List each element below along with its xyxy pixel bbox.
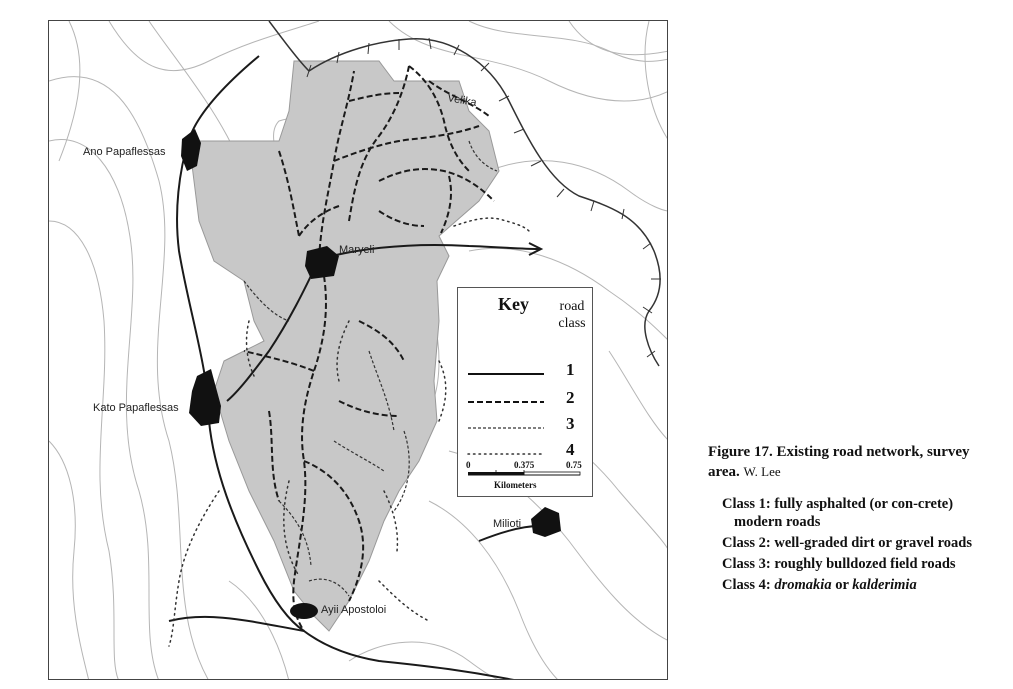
town-label-velika: Velika (446, 92, 478, 110)
town-marker-kato (189, 369, 221, 426)
figure-title (708, 442, 998, 482)
map-key-legend (457, 287, 593, 497)
town-label-ayii: Ayii Apostoloi (321, 604, 387, 616)
figure-author: W. Lee (743, 464, 781, 479)
key-scale-tick-0: 0 (466, 460, 471, 470)
town-marker-ayii (290, 603, 318, 619)
town-label-ano: Ano Papaflessas (83, 146, 166, 158)
town-marker-milioti (531, 507, 561, 537)
key-header-line-1: road (559, 299, 585, 314)
key-class-4-number: 4 (566, 440, 575, 459)
road-class-item-3: Class 3: roughly bulldozed field roads (722, 556, 956, 572)
key-class-1-number: 1 (566, 360, 575, 379)
road-class-list (722, 495, 998, 594)
key-scale-bar (468, 470, 580, 475)
road-class-item-2: Class 2: well-graded dirt or gravel roads (722, 535, 972, 551)
key-class-3-number: 3 (566, 414, 575, 433)
figure-title-text: Figure 17. Existing road network, survey area. (708, 444, 970, 480)
key-title: Key (498, 294, 529, 314)
town-label-kato: Kato Papaflessas (93, 402, 179, 414)
key-header-line-2: class (558, 316, 586, 331)
key-scale-unit: Kilometers (494, 480, 537, 490)
key-scale-tick-max: 0.75 (566, 460, 582, 470)
road-network-map (48, 20, 668, 680)
town-label-milioti: Milioti (493, 518, 522, 530)
town-label-maryeli: Maryeli (339, 244, 375, 256)
key-scale-tick-mid: 0.375 (514, 460, 535, 470)
road-class-item-4: Class 4: dromakia or kalderimia (722, 577, 917, 593)
key-class-2-number: 2 (566, 388, 575, 407)
road-class-item-1: Class 1: fully asphalted (or con-crete) modern roads (722, 496, 954, 530)
figure-caption (708, 442, 998, 597)
